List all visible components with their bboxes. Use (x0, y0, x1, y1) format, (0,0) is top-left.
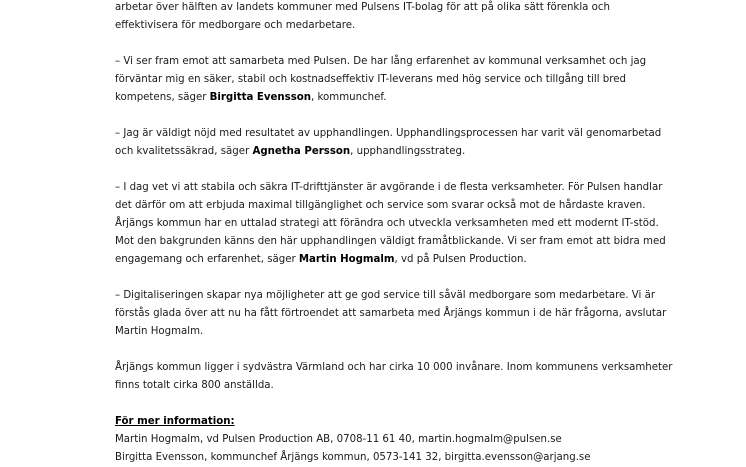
about-paragraph (115, 359, 715, 395)
intro-paragraph (115, 0, 715, 35)
text-line: effektivisera för medborgare och medarbetare. (115, 20, 356, 31)
person-name: Agnetha Persson (252, 146, 351, 157)
text-line (115, 143, 715, 161)
text-fragment: , kommunchef. (311, 92, 387, 103)
text-line (115, 89, 715, 107)
text-line: det därför om att erbjuda maximal tillgänglighet och service som svarar också mot de hårdaste kraven. (115, 200, 646, 211)
text-line: Årjängs kommun har en uttalad strategi att förändra och utveckla verksamheten med ett modernt IT-stöd. (115, 218, 659, 229)
text-line: Årjängs kommun ligger i sydvästra Värmland och har cirka 10 000 invånare. Inom kommunens verksamheter (115, 362, 673, 373)
text-line: Martin Hogmalm. (115, 326, 204, 337)
more-info-section (115, 413, 715, 467)
text-fragment: , vd på Pulsen Production. (394, 254, 527, 265)
person-name: Martin Hogmalm (298, 254, 395, 265)
quote-hogmalm-paragraph (115, 179, 715, 269)
text-line: Mot den bakgrunden känns den här upphandlingen väldigt framåtblickande. Vi ser fram emot att bidra med (115, 236, 666, 247)
contact-line: Martin Hogmalm, vd Pulsen Production AB, 0708-11 61 40, martin.hogmalm@pulsen.se (115, 434, 562, 445)
text-fragment: och kvalitetssäkrad, säger (115, 146, 253, 157)
text-fragment: kompetens, säger (115, 92, 210, 103)
text-line: arbetar över hälften av landets kommuner med Pulsens IT-bolag för att på olika sätt förenkla och (115, 2, 610, 13)
text-line (115, 251, 715, 269)
quote-digitalisering-paragraph (115, 287, 715, 341)
quote-evensson-paragraph (115, 53, 715, 107)
text-fragment: , upphandlingsstrateg. (350, 146, 466, 157)
more-info-heading: För mer information: (115, 416, 235, 427)
text-fragment: engagemang och erfarenhet, säger (115, 254, 299, 265)
contact-line: Birgitta Evensson, kommunchef Årjängs kommun, 0573-141 32, birgitta.evensson@arjang.se (115, 452, 591, 463)
text-line: förväntar mig en säker, stabil och kostnadseffektiv IT-leverans med hög service och tillgång till bred (115, 74, 626, 85)
text-line: – Digitaliseringen skapar nya möjligheter att ge god service till såväl medborgare som medarbetare. Vi är (115, 290, 656, 301)
person-name: Birgitta Evensson (209, 92, 312, 103)
text-line: finns totalt cirka 800 anställda. (115, 380, 274, 391)
document-page (115, 0, 715, 467)
text-line: förstås glada över att nu ha fått förtroendet att samarbeta med Årjängs kommun i de här frågorna, avslutar (115, 308, 667, 319)
text-line: – I dag vet vi att stabila och säkra IT-drifttjänster är avgörande i de flesta verksamheter. För Pulsen handlar (115, 182, 663, 193)
text-line: – Jag är väldigt nöjd med resultatet av upphandlingen. Upphandlingsprocessen har varit väl genomarbetad (115, 128, 662, 139)
text-line: – Vi ser fram emot att samarbeta med Pulsen. De har lång erfarenhet av kommunal verksamhet och jag (115, 56, 647, 67)
quote-persson-paragraph (115, 125, 715, 161)
